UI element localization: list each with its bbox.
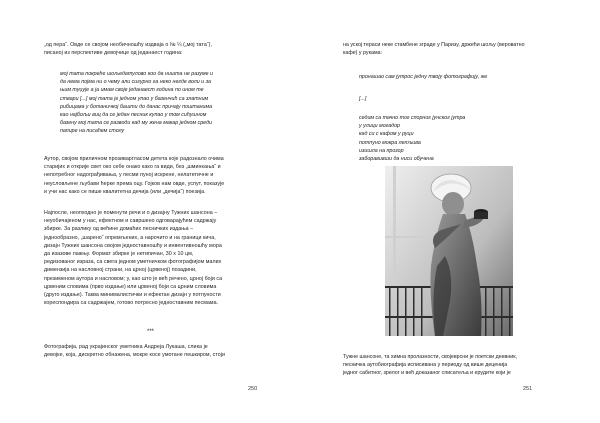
right-paragraph-2: Тужне шансоне, та химна пролазности, својеврсни је поетски дневник, песничка аутобиографија исписивана у периоду од више деценија једног сабитног, зрелог и већ доказаног списатеља и ерудите који је	[343, 354, 518, 377]
poem-excerpt: седим са тачно тог спорног јунског јутра у улици могадор кад си с кафом у руци потпуно мокра лепљива изишла на прозор заборавивши да ниси обучена	[359, 115, 466, 163]
left-paragraph-4: Фотографија, рад украјинског уметника Андреја Лукаша, слика је девојке, која, дискретно обнажена, мокре косе умотане пешкиром, стоји	[44, 344, 225, 359]
left-paragraph-3: Најпосле, неопходно је поменути речи и о дизајну Тужних шансона – неуобичајеном у нас, ефектном и савршено одговарајућем садржају збирке. За разлику од већине домаћих песничких издања – једнообразно, „шарено“ опремљених, а нарочито и на граници кича, дизајн Тужних шансона својом једноставношћу и инвентивношћу мора да изазове пажњу. Формат збирке је нетипичан, 30 x 10 цм, редизованог израза, са свега једном уметничком фотографијом малих димензија на насловној страни, на црној (црвеној) позадини, презименом аутора и насловом; у, као што је већ речено, црној боји са црвеним словима (прво издање) или црвеној боји са црним словима (друго издање). Таква минималистички и ефектан дизајн у потпуности кореспондира са садржајем, готово потресно једноставним песмама.	[44, 210, 223, 307]
left-paragraph-1: „од пера“. Овде се својом необичношћу издваја о № ¼ („мој тата“), писаној из перспективе девојчице од једанаест година:	[44, 42, 212, 57]
section-separator: ***	[146, 329, 154, 335]
right-quote: пронашао сам јутрос једну твоју фотографију, же	[359, 74, 488, 80]
left-page-number: 250	[248, 386, 258, 392]
photograph	[385, 166, 513, 336]
quote-ellipsis: [...]	[359, 96, 367, 102]
left-quote: мој тата покреће шољедатулово коо да ништа не разуме и да нема појма ни о чему али сигурно га неко негде воли и за њим туџуje a ja имам своје једанаест година по ином те ствари [...] мој тата је једном упао у базенчић са златним рибицама у ботаничкој башти до данас причају поштанима као најбољи виц да се један песник купао у том сићушном базену мој тата се разводи кад му жена макар једном среди папире на писаћем столу	[60, 71, 213, 135]
right-page-number: 251	[523, 386, 533, 392]
left-paragraph-2: Аутор, својом приличном прозиваргласом детета које радознало очима старијих и открије свет око себе онако како га види, без „шминкања“ и непотребног надограђивања, у песми пуној искрене, нелатетичне и неусловљене љубави ћерке према оцу. Гојков нам овде, успут, показује и учи нас како се пише квалитетна дечија (или „дечија“) поезија.	[44, 156, 225, 195]
right-paragraph-1: на уској тераси неке стамбене зграде у Паризу, држећи шољу (вероватно кафе) у рукама:	[343, 42, 525, 57]
